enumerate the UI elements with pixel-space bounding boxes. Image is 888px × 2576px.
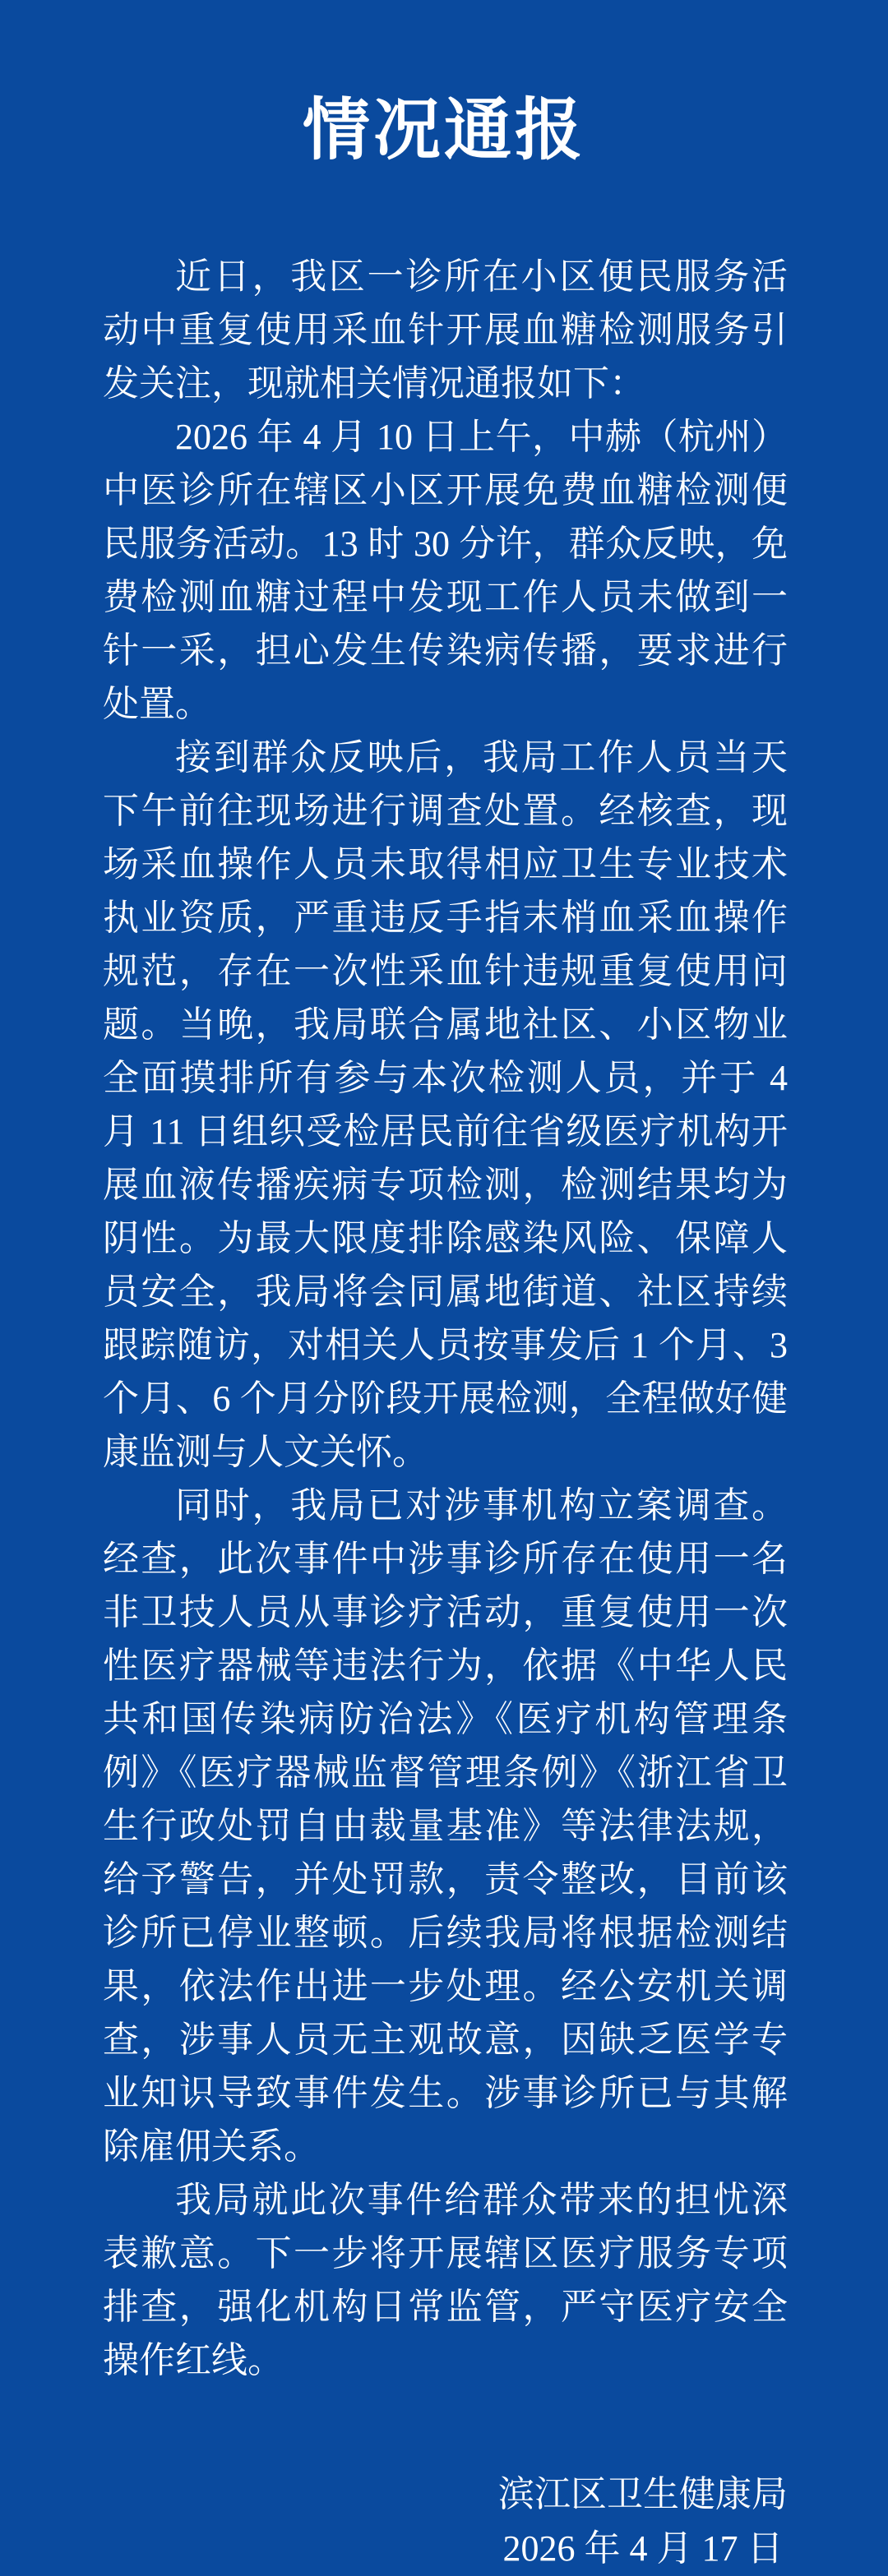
signature-block xyxy=(498,2468,788,2576)
notice-paragraph: 2026 年 4 月 10 日上午，中赫（杭州）中医诊所在辖区小区开展免费血糖检测便民服务活动。13 时 30 分许，群众反映，免费检测血糖过程中发现工作人员未做到一针一采，担心发生传染病传播，要求进行处置。 xyxy=(103,417,788,724)
notice-paragraph: 接到群众反映后，我局工作人员当天下午前往现场进行调查处置。经核查，现场采血操作人员未取得相应卫生专业技术执业资质，严重违反手指末梢血采血操作规范，存在一次性采血针违规重复使用问题。当晚，我局联合属地社区、小区物业全面摸排所有参与本次检测人员，并于 4 月 11 日组织受检居民前往省级医疗机构开展血液传播疾病专项检测，检测结果均为阴性。为最大限度排除感染风险、保障人员安全，我局将会同属地街道、社区持续跟踪随访，对相关人员按事发后 1 个月、3 个月、6 个月分阶段开展检测，全程做好健康监测与人文关怀。 xyxy=(103,737,788,1472)
notice-paragraph: 近日，我区一诊所在小区便民服务活动中重复使用采血针开展血糖检测服务引发关注，现就相关情况通报如下： xyxy=(103,256,788,404)
notice-title: 情况通报 xyxy=(302,93,585,168)
signature-issuer: 滨江区卫生健康局 xyxy=(498,2474,788,2514)
notice-paragraph: 我局就此次事件给群众带来的担忧深表歉意。下一步将开展辖区医疗服务专项排查，强化机构日常监管，严守医疗安全操作红线。 xyxy=(103,2180,788,2380)
notice-body xyxy=(103,250,788,2387)
notice-paragraph: 同时，我局已对涉事机构立案调查。经查，此次事件中涉事诊所存在使用一名非卫技人员从事诊疗活动，重复使用一次性医疗器械等违法行为，依据《中华人民共和国传染病防治法》《医疗机构管理条例》《医疗器械监督管理条例》《浙江省卫生行政处罚自由裁量基准》等法律法规，给予警告，并处罚款，责令整改，目前该诊所已停业整顿。后续我局将根据检测结果，依法作出进一步处理。经公安机关调查，涉事人员无主观故意，因缺乏医学专业知识导致事件发生。涉事诊所已与其解除雇佣关系。 xyxy=(103,1485,788,2167)
signature-date: 2026 年 4 月 17 日 xyxy=(502,2528,784,2569)
